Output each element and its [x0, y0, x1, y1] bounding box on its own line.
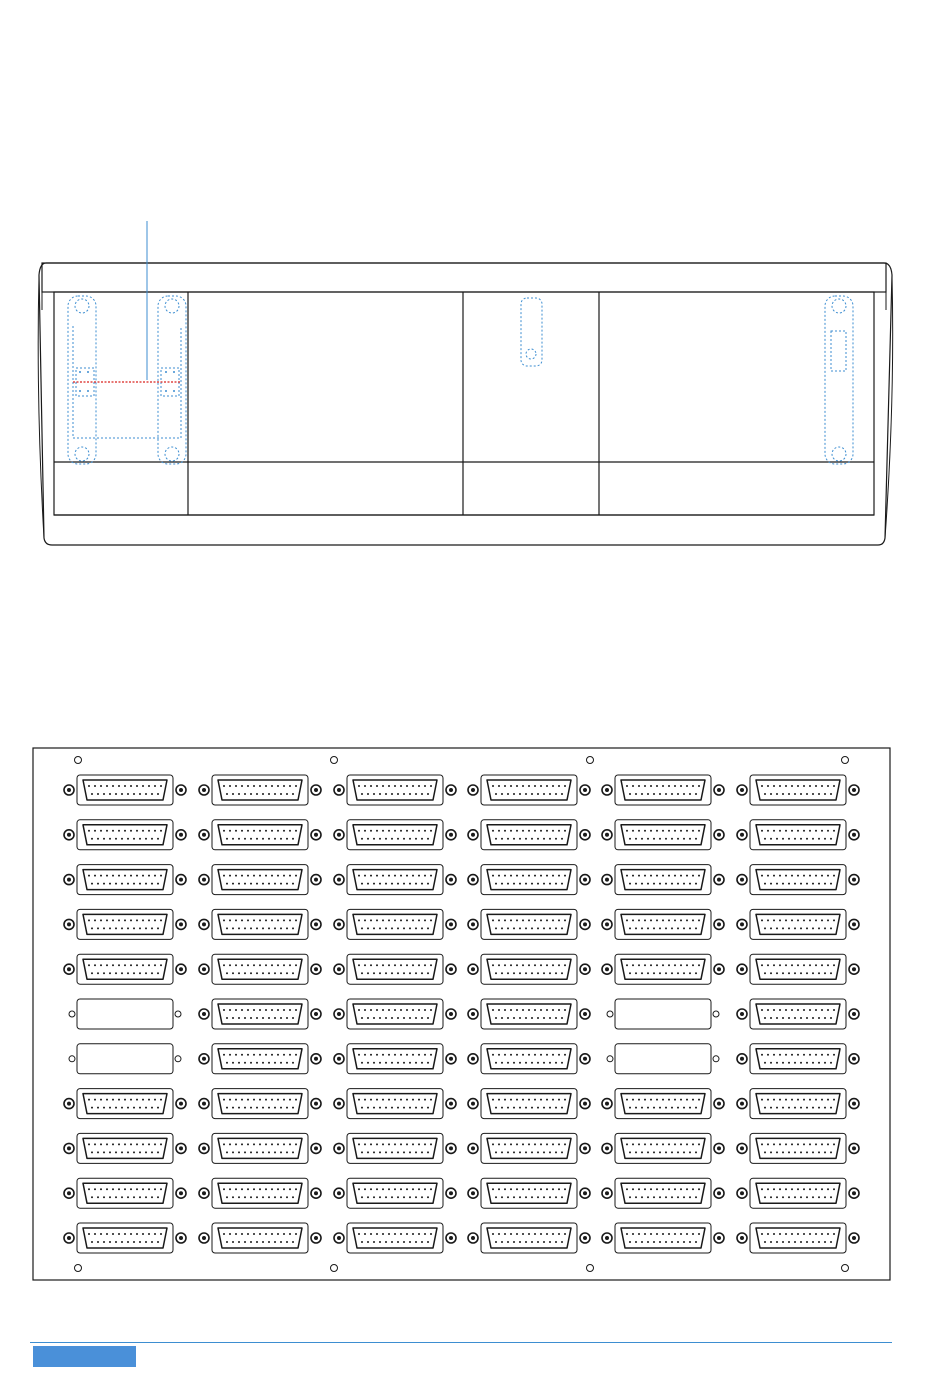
dsub-25-connector	[468, 954, 590, 984]
dsub-25-connector	[468, 1178, 590, 1208]
dsub-25-connector	[334, 1223, 456, 1253]
dsub-25-connector	[64, 954, 186, 984]
dsub-25-connector	[468, 1223, 590, 1253]
dsub-25-connector	[64, 775, 186, 805]
blank-plate	[607, 1044, 719, 1074]
dsub-25-connector	[334, 775, 456, 805]
mounting-hole	[75, 1265, 82, 1272]
mounting-hole	[842, 757, 849, 764]
mounting-hole	[587, 1265, 594, 1272]
mounting-hole	[587, 757, 594, 764]
dsub-25-connector	[64, 820, 186, 850]
dsub-25-connector	[602, 820, 724, 850]
dsub-25-connector	[602, 1178, 724, 1208]
dsub-25-connector	[199, 954, 321, 984]
dsub-25-connector	[334, 909, 456, 939]
dsub-25-connector	[199, 909, 321, 939]
dsub-25-connector	[468, 999, 590, 1029]
dsub-25-connector	[737, 1178, 859, 1208]
dsub-25-connector	[199, 865, 321, 895]
footer-rule	[30, 1342, 892, 1343]
dsub-25-connector	[602, 1223, 724, 1253]
dsub-25-connector	[64, 865, 186, 895]
dsub-25-connector	[199, 999, 321, 1029]
dsub-25-connector	[64, 1178, 186, 1208]
dsub-25-connector	[334, 1133, 456, 1163]
dsub-25-connector	[199, 1223, 321, 1253]
dsub-25-connector	[468, 865, 590, 895]
dsub-25-connector	[737, 999, 859, 1029]
dsub-25-connector	[468, 1089, 590, 1119]
dsub-25-connector	[64, 1133, 186, 1163]
dsub-25-connector	[737, 1089, 859, 1119]
mounting-hole	[331, 1265, 338, 1272]
dsub-25-connector	[602, 909, 724, 939]
dsub-25-connector	[334, 1178, 456, 1208]
dsub-25-connector	[334, 865, 456, 895]
dsub-25-connector	[737, 909, 859, 939]
connector-panel-outline	[33, 748, 890, 1280]
dsub-25-connector	[468, 909, 590, 939]
dsub-25-connector	[64, 909, 186, 939]
mounting-hole	[75, 757, 82, 764]
dsub-25-connector	[737, 865, 859, 895]
dsub-25-connector	[64, 1223, 186, 1253]
dsub-25-connector	[737, 1223, 859, 1253]
dsub-25-connector	[468, 775, 590, 805]
dsub-25-connector	[334, 999, 456, 1029]
blank-plate	[69, 999, 181, 1029]
dsub-25-connector	[737, 775, 859, 805]
dsub-25-connector	[737, 1044, 859, 1074]
dsub-25-connector	[737, 1133, 859, 1163]
dsub-25-connector	[199, 820, 321, 850]
dsub-25-connector	[737, 820, 859, 850]
mounting-hole	[842, 1265, 849, 1272]
dsub-25-connector	[334, 1089, 456, 1119]
footer-tab	[33, 1346, 136, 1367]
dsub-25-connector	[334, 820, 456, 850]
dsub-25-connector	[199, 1133, 321, 1163]
dsub-25-connector	[602, 775, 724, 805]
dsub-25-connector	[468, 1044, 590, 1074]
dsub-25-connector	[602, 1133, 724, 1163]
dsub-25-connector	[64, 1089, 186, 1119]
dsub-25-connector	[737, 954, 859, 984]
blank-plate	[69, 1044, 181, 1074]
dsub-25-connector	[334, 1044, 456, 1074]
dsub-25-connector	[602, 865, 724, 895]
dsub-25-connector	[199, 1044, 321, 1074]
dsub-25-connector	[468, 820, 590, 850]
dsub-25-connector	[199, 775, 321, 805]
dsub-25-connector	[334, 954, 456, 984]
dsub-25-connector	[199, 1178, 321, 1208]
dsub-25-connector	[602, 954, 724, 984]
blank-plate	[607, 999, 719, 1029]
dsub-25-connector	[468, 1133, 590, 1163]
dsub-25-connector	[199, 1089, 321, 1119]
dsub-25-connector	[602, 1089, 724, 1119]
mounting-hole	[331, 757, 338, 764]
